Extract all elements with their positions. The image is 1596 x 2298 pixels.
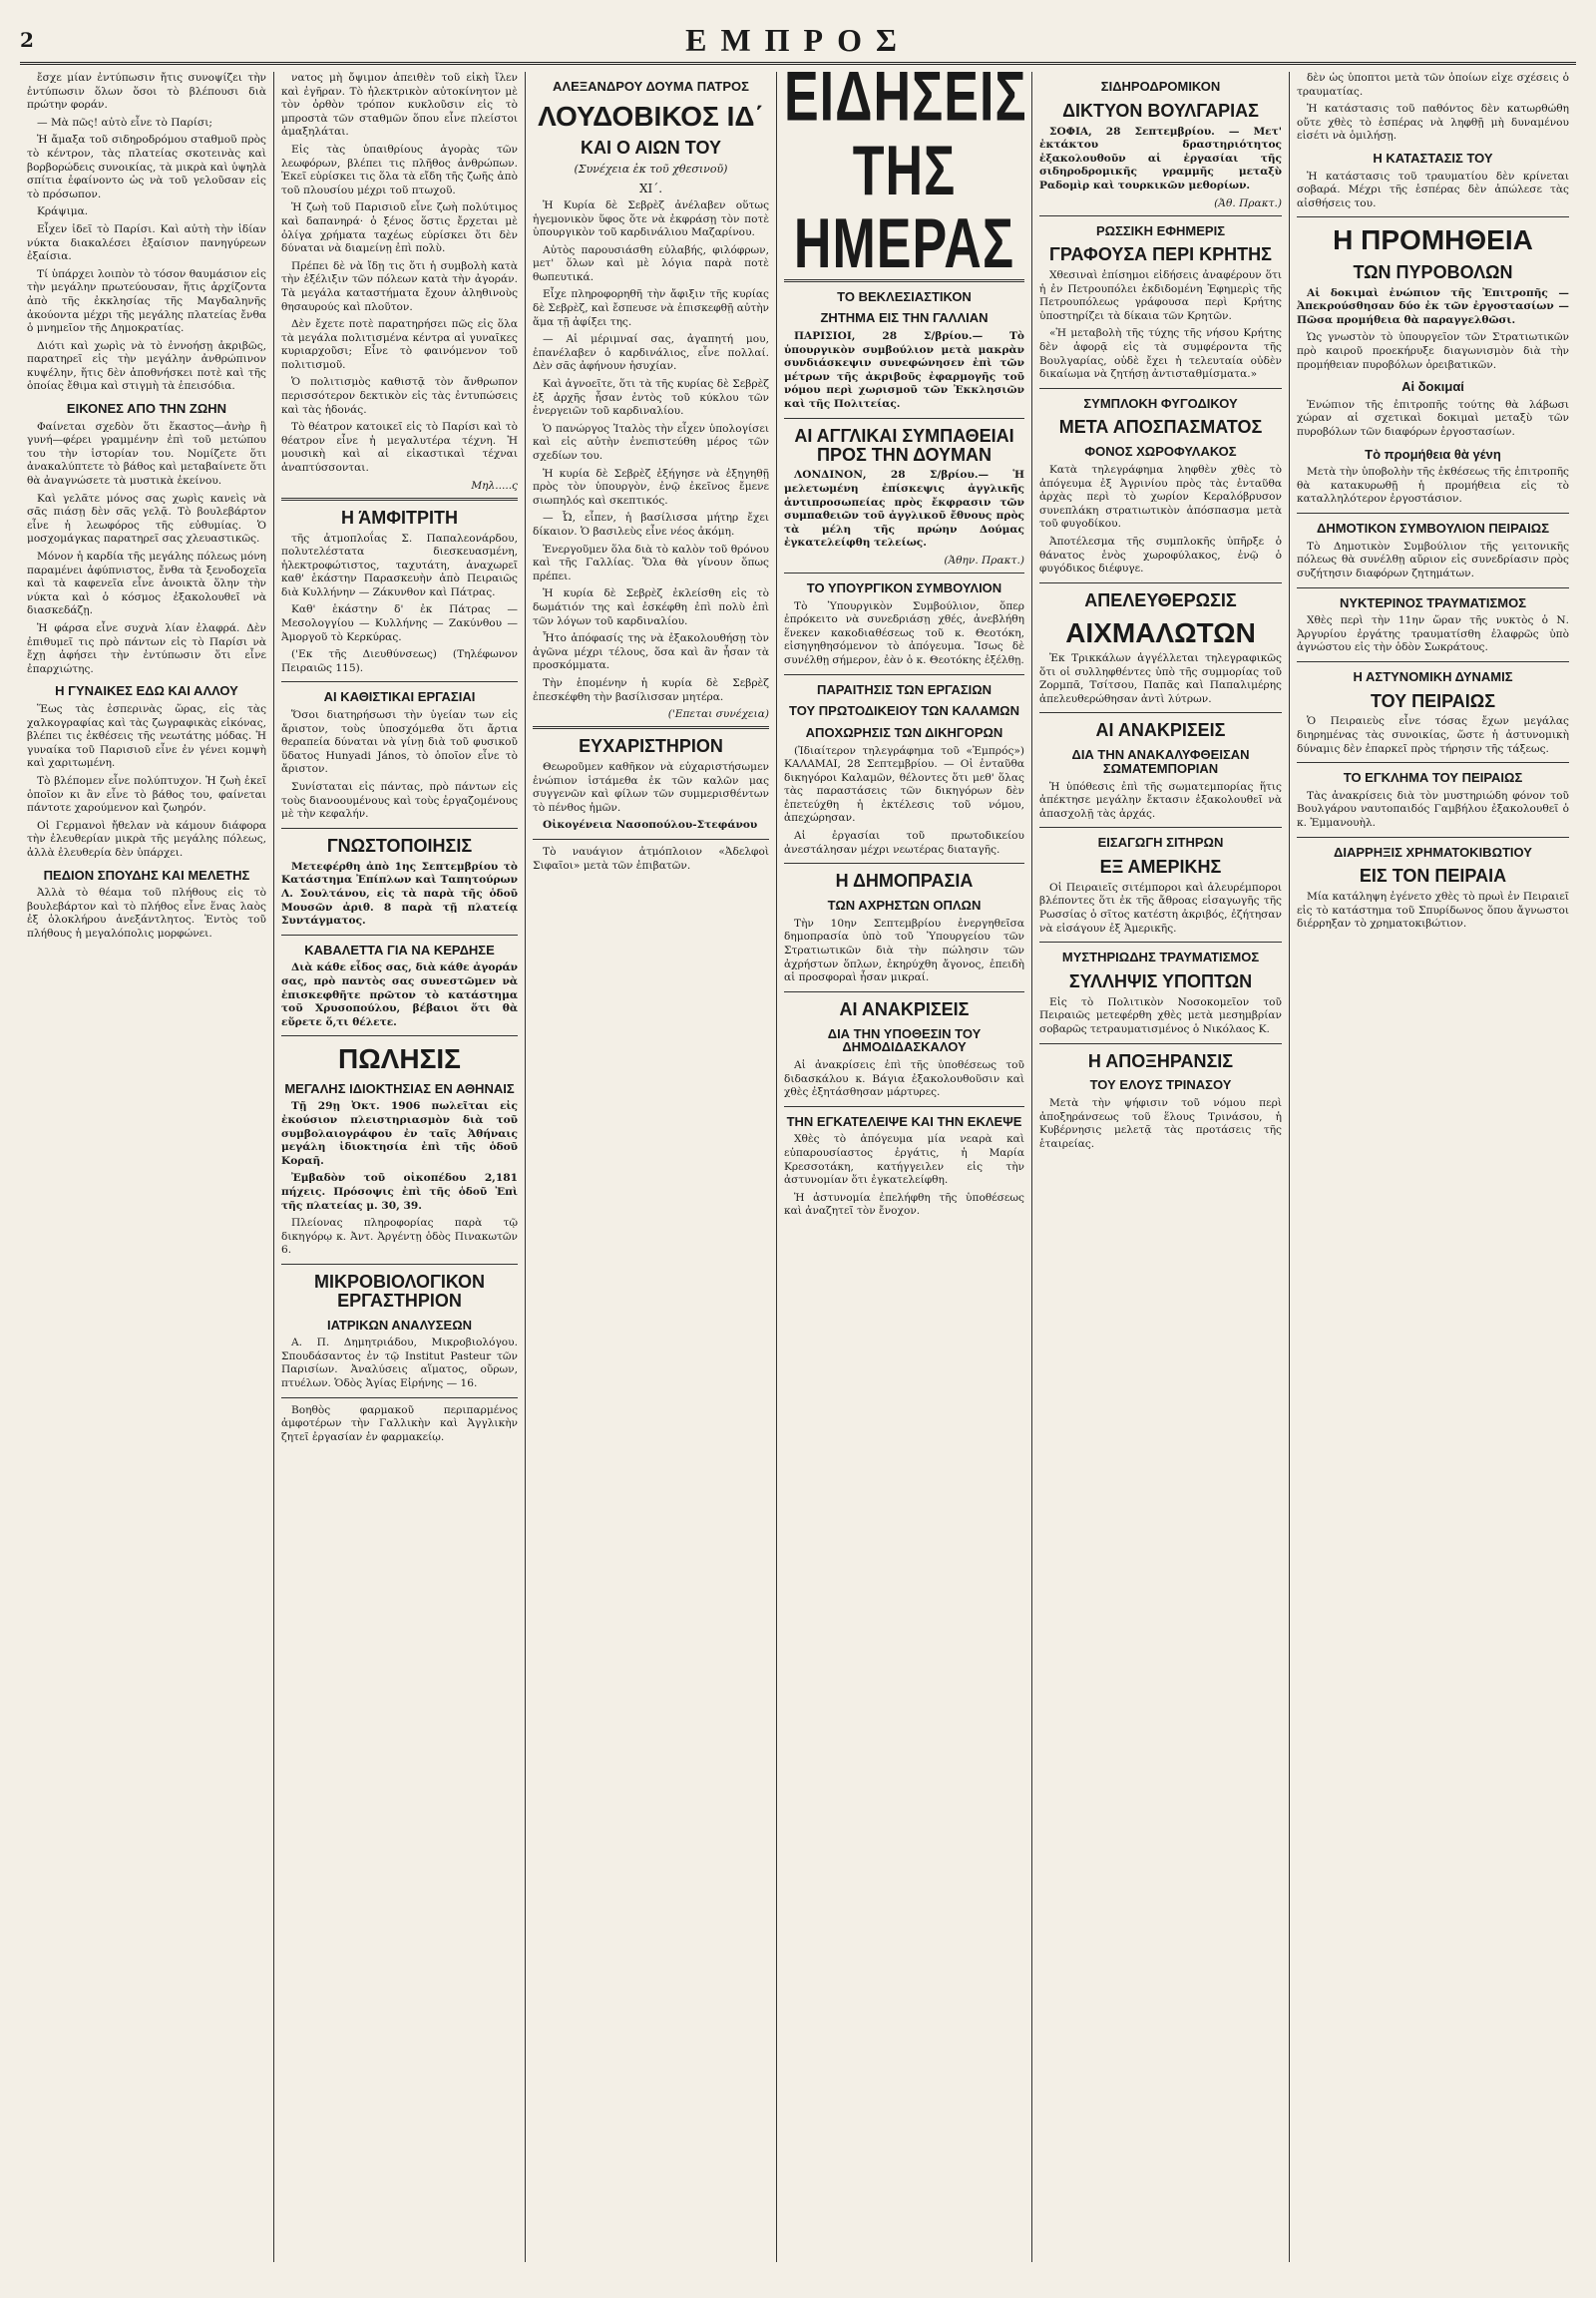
divider [1039, 712, 1282, 713]
article-paragraph: ἔσχε μίαν ἐντύπωσιν ἤτις συνοψίζει τὴν ἐντύπωσιν ὅλων ὅσοι τὸ βλέπουσι διὰ πρώτην φοράν. [27, 72, 266, 112]
divider [281, 1035, 518, 1036]
article-paragraph: Ὁ Πειραιεὺς εἶνε τόσας ἔχων μεγάλας διηρημένας τὰς συνοικίας, ὥστε ἡ ἀστυνομικὴ δύναμις δὲν ἐπαρκεῖ πρὸς τήρησιν τῆς τάξεως. [1297, 715, 1569, 755]
article-paragraph: Χθὲς τὸ ἀπόγευμα μία νεαρὰ καὶ εὐπαρουσίαστος ἐργάτις, ἡ Μαρία Κρεσσοτάκη, κατήγγειλεν εἰς τὴν ἀστυνομίαν ὅτι ἐγκατελείφθη. [784, 1133, 1024, 1187]
article-paragraph: Ἡ ἄμαξα τοῦ σιδηροδρόμου σταθμοῦ πρὸς τὸ κέντρον, τὰς πλατείας σκοτεινὰς καὶ βορβορώδεις συνοικίας, τὰ μικρὰ καὶ ὑψηλὰ σπίτια ἐφαίνοντο ὡς νὰ τοῦ γελοῦσαν εἰς τὸ πρόσωπον. [27, 134, 266, 200]
ad-text: τῆς ἀτμοπλοΐας Σ. Παπαλεονάρδου, πολυτελέστατα διεσκευασμένη, ἡλεκτροφώτιστος, ταχυτάτη, ἀναχωρεῖ καθ' ἑκάστην Παρασκευὴν ἀπὸ Πειραιῶς διὰ Κυλλήνην — Ζάκυνθον καὶ Πάτρας. [281, 532, 518, 598]
section-heading: ΠΑΡΑΙΤΗΣΙΣ ΤΩΝ ΕΡΓΑΣΙΩΝ [816, 681, 993, 697]
ad-heading: ΠΩΛΗΣΙΣ [338, 1043, 461, 1075]
section-subheading: ΜΕΤΑ ΑΠΟΣΠΑΣΜΑΤΟΣ [1058, 417, 1263, 438]
section-heading: ΕΙΣΑΓΩΓΗ ΣΙΤΗΡΩΝ [1097, 835, 1224, 851]
ad-text: Διὰ κάθε εἶδος σας, διὰ κάθε ἀγοράν σας, πρὸ παντὸς σας συνεστῶμεν νὰ ἐπισκεφθῆτε πρῶτον τὸ κατάστημα τοῦ Χρυσοπούλου, βέβαιοι ὅτι θὰ εὕρετε ὅ,τι θέλετε. [281, 961, 518, 1028]
divider [281, 828, 518, 829]
article-paragraph: (Ἰδιαίτερον τηλεγράφημα τοῦ «Ἐμπρός») ΚΑΛΑΜΑΙ, 28 Σεπτεμβρίου. — Οἱ ἐνταῦθα δικηγόροι Καλαμῶν, θέλοντες ὅτι μεθ' ὅλας τὰς παραστάσεις τῶν δικηγόρων δὲν ἐπετεύχθη ἡ ἐκτέλεσις τοῦ νόμου, ἀπεχώρησαν. [784, 744, 1024, 825]
ad-text: Ὅσοι διατηρήσωσι τὴν ὑγείαν των εἰς ἄριστον, τοὺς ὑποσχόμεθα ὅτι ἄρτια θεραπεία δύναται νὰ γίνῃ διὰ τοῦ φυσικοῦ ὕδατος Hunyadi János, τὸ ὁποῖον εἶνε τὸ ἄριστον. [281, 709, 518, 776]
section-subheading: ΕΞ ΑΜΕΡΙΚΗΣ [1099, 856, 1222, 877]
divider [281, 935, 518, 936]
news-source: (Ἀθην. Πρακτ.) [944, 554, 1024, 567]
ad-heading: ΚΑΒΑΛΕΤΤΑ ΓΙΑ ΝΑ ΚΕΡΔΗΣΕ [304, 942, 495, 958]
article-paragraph: Ἡ ἀστυνομία ἐπελήφθη τῆς ὑποθέσεως καὶ ἀναζητεῖ τὸν ἔνοχον. [784, 1191, 1024, 1218]
article-paragraph: Μόνον ἡ καρδία τῆς μεγάλης πόλεως μόνη παραμένει ἀφύπνιστος, ἔνθα τὰ ξενοδοχεῖα καὶ τὰ καφενεῖα εἶνε ἀνοικτὰ ὅλην τὴν νύκτα καὶ ὁ κόσμος ἐξακολουθεῖ νὰ διασκεδάζῃ. [27, 551, 266, 617]
article-paragraph: Πρέπει δὲ νὰ ἴδῃ τις ὅτι ἡ συμβολὴ κατὰ τὴν ἐξέλιξιν τῶν πόλεων κατὰ τὴν ἀγοράν. Τὰ μεγάλα καταστήματα ἔχουν ἀληθινοὺς θησαυρούς καὶ πλοῦτον. [281, 259, 518, 313]
article-paragraph: Οἱ Γερμανοὶ ἤθελαν νὰ κάμουν διάφορα τὴν ἐλευθερίαν μικρὰ τῆς μεγάλης πόλεως, ἀλλὰ ἐλευθερία δὲν ὑπάρχει. [27, 819, 266, 859]
section-heading: ΕΙΚΟΝΕΣ ΑΠΟ ΤΗΝ ΖΩΗΝ [66, 401, 227, 417]
section-subheading: ΑΠΟΧΩΡΗΣΙΣ ΤΩΝ ΔΙΚΗΓΟΡΩΝ [805, 724, 1003, 740]
section-heading: ΣΥΜΠΛΟΚΗ ΦΥΓΟΔΙΚΟΥ [1083, 395, 1238, 411]
article-paragraph: Εἰς τὰς ὑπαιθρίους ἀγορὰς τῶν λεωφόρων, βλέπει τις πλῆθος ἀνθρώπων. Ἐκεῖ εὑρίσκει τις ὅλα τὰ εἴδη τῆς ζωῆς ἀπὸ τοῦ πλουσίου μέχρι τοῦ πτωχοῦ. [281, 143, 518, 196]
section-heading: ΔΗΜΟΤΙΚΟΝ ΣΥΜΒΟΥΛΙΟΝ ΠΕΙΡΑΙΩΣ [1316, 521, 1550, 537]
divider [1039, 1043, 1282, 1044]
section-subheading: ΦΟΝΟΣ ΧΩΡΟΦΥΛΑΚΟΣ [1084, 444, 1237, 460]
article-paragraph: Ὁ πολιτισμὸς καθιστᾷ τὸν ἄνθρωπον περισσότερον δεκτικὸν εἰς τὰς ἐντυπώσεις καὶ τὰς ἡδονάς. [281, 376, 518, 416]
article-paragraph: Ἡ ζωὴ τοῦ Παρισιοῦ εἶνε ζωὴ πολύτιμος καὶ δαπανηρά· ὁ ξένος ὅστις ἔρχεται μὲ ὀλίγα χρήματα ταχέως εὑρίσκει ὅτι δὲν δύναται νὰ διαμείνῃ ἐπὶ πολὺ. [281, 201, 518, 255]
section-heading: ΤΟ ΥΠΟΥΡΓΙΚΟΝ ΣΥΜΒΟΥΛΙΟΝ [806, 579, 1002, 595]
section-subheading: ΣΥΛΛΗΨΙΣ ΥΠΟΠΤΩΝ [1068, 970, 1253, 991]
divider [784, 1106, 1024, 1107]
notice-text: Θεωροῦμεν καθῆκον νὰ εὐχαριστήσωμεν ἐνώπιον ἱστάμεθα ἐκ τῶν καλῶν μας συγγενῶν καὶ φίλων τῶν συμμερισθέντων τὸ πένθος ἡμῶν. [533, 761, 769, 814]
section-heading: Η ΚΑΤΑΣΤΑΣΙΣ ΤΟΥ [1373, 150, 1493, 166]
section-heading: ΤΟ ΕΓΚΛΗΜΑ ΤΟΥ ΠΕΙΡΑΙΩΣ [1343, 770, 1523, 786]
section-heading: Η ΠΡΟΜΗΘΕΙΑ [1333, 224, 1533, 256]
section-heading: ΣΙΔΗΡΟΔΡΟΜΙΚΟΝ [1100, 79, 1221, 94]
article-paragraph: Ὁ πανώργος Ἰταλὸς τὴν εἶχεν ὑπολογίσει καὶ εἰς αὐτὴν ἐνεπιστεύθη μέρος τῶν σχεδίων του. [533, 422, 769, 463]
article-paragraph: Αὐτὸς παρουσιάσθη εὐλαβής, φιλόφρων, μετ' ὅλων καὶ μὲ λόγια παρὰ ποτὲ θωπευτικά. [533, 243, 769, 283]
divider [1039, 582, 1282, 583]
article-paragraph: Ἡ κατάστασις τοῦ τραυματίου δὲν κρίνεται σοβαρά. Μέχρι τῆς ἑσπέρας δὲν ἀπώλεσε τὰς αἰσθήσεις του. [1297, 170, 1569, 209]
article-paragraph: Ἦτο ἀπόφασίς της νὰ ἐξακολουθήσῃ τὸν ἀγῶνα μέχρι τέλους, ὅσα καὶ ἂν ἦσαν τὰ προσκόμματα. [533, 632, 769, 672]
article-paragraph: Τὸ Δημοτικὸν Συμβούλιον τῆς γειτονικῆς πόλεως θὰ συνέλθῃ αὔριον εἰς συνεδρίασιν πρὸς συζήτησιν διαφόρων ζητημάτων. [1297, 540, 1569, 579]
divider [1297, 661, 1569, 662]
section-heading: Η ΓΥΝΑΙΚΕΣ ΕΔΩ ΚΑΙ ΑΛΛΟΥ [55, 683, 238, 699]
section-heading: ΠΕΔΙΟΝ ΣΠΟΥΔΗΣ ΚΑΙ ΜΕΛΕΤΗΣ [43, 867, 250, 883]
section-subheading: Αἱ δοκιμαί [1401, 379, 1464, 395]
ad-text: Συνίσταται εἰς πάντας, πρὸ πάντων εἰς τοὺς διανοουμένους καὶ τοὺς ἐργαζομένους μὲ τὴν κεφαλήν. [281, 781, 518, 821]
article-paragraph: δὲν ὡς ὑποπτοι μετὰ τῶν ὁποίων εἶχε σχέσεις ὁ τραυματίας. [1297, 72, 1569, 98]
divider [281, 1397, 518, 1398]
section-heading: ΑΙ ΑΝΑΚΡΙΣΕΙΣ [1095, 720, 1226, 741]
serial-subtitle: ΚΑΙ Ο ΑΙΩΝ ΤΟΥ [581, 138, 721, 159]
chapter-number: ΧΙ΄. [638, 181, 663, 195]
article-paragraph: Κράψιμα. [37, 205, 89, 218]
section-subheading: ΖΗΤΗΜΑ ΕΙΣ ΤΗΝ ΓΑΛΛΙΑΝ [820, 310, 989, 326]
section-subheading: ΕΙΣ ΤΟΝ ΠΕΙΡΑΙΑ [1359, 866, 1507, 887]
column-4 [777, 72, 1032, 2262]
divider [1297, 837, 1569, 838]
article-paragraph: Τὸ θέατρον κατοικεῖ εἰς τὸ Παρίσι καὶ τὸ θέατρον εἶνε ἡ μεγαλυτέρα τέχνη. Ἡ μουσικὴ καὶ αἱ εἰκαστικαὶ τέχναι ἀναπτύσσονται. [281, 421, 518, 475]
article-paragraph: Ἡ κυρία δὲ Σεβρὲζ ἐκλείσθη εἰς τὸ δωμάτιόν της καὶ ἐσκέφθη ἐπὶ πολὺ ἐπὶ τῶν λόγων τοῦ καρδιναλίου. [533, 587, 769, 627]
article-paragraph: Τὸ Ὑπουργικὸν Συμβούλιον, ὅπερ ἐπρόκειτο νὰ συνεδριάσῃ χθές, ἀνεβλήθη ἕνεκεν κακοδιαθέσεως τοῦ κ. Θεοτόκη, εἰσηγηθησόμενον τὸ ἀπόγευμα. Ἴσως δὲ συνέλθῃ σήμερον, ἐὰν ὁ κ. Θεοτόκης ἐξέλθῃ. [784, 599, 1024, 666]
article-paragraph: νατος μὴ ὄψιμον ἀπειθὲν τοῦ εἰκὴ ἴλεν καὶ ἐγῆραν. Τὸ ἡλεκτρικὸν αὐτοκίνητον μὲ τὸν ὀρθὸν τρόπον κυκλοῦσιν εἰς τὸ μπροστὰ τῶν σταθμῶν ὅπου εἶνε πλείστοι ἀμαξηλάται. [281, 72, 518, 139]
notice-heading: ΕΥΧΑΡΙΣΤΗΡΙΟΝ [579, 736, 723, 757]
divider [1297, 587, 1569, 588]
section-heading: ΔΙΑΡΡΗΞΙΣ ΧΡΗΜΑΤΟΚΙΒΩΤΙΟΥ [1334, 844, 1532, 860]
section-subheading: ΔΙΑ ΤΗΝ ΑΝΑΚΑΛΥΦΘΕΙΣΑΝ ΣΩΜΑΤΕΜΠΟΡΙΑΝ [1071, 747, 1250, 776]
section-subheading: ΔΙΑ ΤΗΝ ΥΠΟΘΕΣΙΝ ΤΟΥ ΔΗΜΟΔΙΔΑΣΚΑΛΟΥ [827, 1025, 982, 1055]
article-paragraph: Αἱ ἐργασίαι τοῦ πρωτοδικείου ἀνεστάλησαν μέχρι νεωτέρας διαταγῆς. [784, 830, 1024, 856]
divider [1297, 762, 1569, 763]
article-paragraph: Κατὰ τηλεγράφημα ληφθὲν χθὲς τὸ ἀπόγευμα ἐξ Ἀγρινίου πρὸς τὰς ἐνταῦθα ἀρχὰς περὶ τὸ χωρίον Κεραλόβρυσον συνεπλάκη στρατιωτικὸν ἀπόσπασμα μετὰ τοῦ φυγοδίκου. [1039, 463, 1282, 531]
article-paragraph: Ἀποτέλεσμα τῆς συμπλοκῆς ὑπῆρξε ὁ θάνατος ἑνὸς χωροφύλακος, ἐνῷ ὁ φυγόδικος διέφυγε. [1039, 535, 1282, 575]
article-paragraph: Μετὰ τὴν ὑποβολὴν τῆς ἐκθέσεως τῆς ἐπιτροπῆς θὰ κατακυρωθῇ ἡ προμήθεια εἰς τὸ καταλληλότερον ἐργοστάσιον. [1297, 466, 1569, 506]
ad-text: Βοηθὸς φαρμακοῦ περιπαρμένος ἀμφοτέρων τὴν Γαλλικὴν καὶ Ἀγγλικὴν ζητεῖ ἐργασίαν ἐν φαρμακείῳ. [281, 1403, 518, 1443]
divider [281, 1264, 518, 1265]
ad-subheading: ΜΕΓΑΛΗΣ ΙΔΙΟΚΤΗΣΙΑΣ ΕΝ ΑΘΗΝΑΙΣ [284, 1080, 515, 1096]
divider [281, 498, 518, 501]
ad-heading: ΜΙΚΡΟΒΙΟΛΟΓΙΚΟΝ ΕΡΓΑΣΤΗΡΙΟΝ [313, 1271, 486, 1311]
ad-text: ('Εκ τῆς Διευθύνσεως) (Τηλέφωνον Πειραιῶς 115). [281, 648, 518, 674]
article-paragraph: «Ἡ μεταβολὴ τῆς τύχης τῆς νήσου Κρήτης δὲν ἀφορᾷ εἰς τὰ συμφέροντα τῆς Βουλγαρίας, οὐδὲ ἔχει ἡ τελευταία οὐδὲν δικαίωμα νὰ ζητήσῃ ἀντισταθμίσματα.» [1039, 327, 1282, 381]
article-paragraph: Μία κατάληψη ἐγένετο χθὲς τὸ πρωὶ ἐν Πειραιεῖ εἰς τὸ κατάστημα τοῦ Σπυρίδωνος ὅπου ἄγνωστοι διέρρηξαν τὸ χρηματοκιβώτιον. [1297, 891, 1569, 931]
news-source: (Ἀθ. Πρακτ.) [1214, 196, 1282, 209]
article-paragraph: Ἡ φάρσα εἶνε συχνὰ λίαν ἐλαφρά. Δὲν ἐπιθυμεῖ τις πρὸ πάντων εἰς τὸ Παρίσι νὰ ἔχῃ ἀφήσει τὴν ἐντύπωσιν ὅτι εἶνε ἐπαρχιώτης. [27, 622, 266, 675]
article-paragraph: Εἰς τὸ Πολιτικὸν Νοσοκομεῖον τοῦ Πειραιῶς μετεφέρθη χθὲς μετὰ μεσημβρίαν σοβαρῶς τετραυματισμένος ὁ Νικόλαος Κ. [1039, 995, 1282, 1035]
section-subheading: Τὸ προμήθεια θὰ γένη [1365, 446, 1501, 462]
ad-heading: ΑΙ ΚΑΘΙΣΤΙΚΑΙ ΕΡΓΑΣΙΑΙ [323, 689, 476, 705]
divider [784, 863, 1024, 864]
divider [784, 991, 1024, 992]
serial-continuation-note: (Συνέχεια ἐκ τοῦ χθεσινοῦ) [574, 162, 728, 176]
article-paragraph: Εἶχεν ἰδεῖ τὸ Παρίσι. Καὶ αὐτὴ τὴν ἰδίαν νύκτα διακαλέσει ἐξαίσιον πανηγύρεων ἐξαίσια. [27, 222, 266, 263]
section-heading: ΑΙ ΑΓΓΛΙΚΑΙ ΣΥΜΠΑΘΕΙΑΙ ΠΡΟΣ ΤΗΝ ΔΟΥΜΑΝ [794, 425, 1014, 465]
serial-title: ΛΟΥΔΟΒΙΚΟΣ ΙΔ΄ [538, 100, 764, 132]
section-subheading: ΤΩΝ ΠΥΡΟΒΟΛΩΝ [1353, 261, 1513, 282]
divider [1039, 388, 1282, 389]
divider [533, 839, 769, 840]
newspaper-title: ΕΜΠΡΟΣ [685, 21, 911, 58]
divider [281, 681, 518, 682]
divider [784, 418, 1024, 419]
column-2 [274, 72, 526, 2262]
continuation-note: ('Επεται συνέχεια) [667, 708, 769, 721]
article-paragraph: Μετὰ τὴν ψήφισιν τοῦ νόμου περὶ ἀποξηράνσεως τοῦ ἕλους Τρινάσου, ἡ Κυβέρνησις μελετᾷ τὰς προτάσεις τῆς ἑταιρείας. [1039, 1097, 1282, 1150]
section-heading: ΑΙ ΑΝΑΚΡΙΣΕΙΣ [839, 998, 970, 1019]
ad-text: Τῇ 29ῃ Ὀκτ. 1906 πωλεῖται εἰς ἐκούσιον πλειστηριασμὸν διὰ τοῦ συμβολαιογράφου ἐν ταῖς Ἀθήναις μεγάλη ἰδιοκτησία ἐπὶ τῆς ὁδοῦ Κοραῆ. [281, 1100, 518, 1167]
article-paragraph: ΠΑΡΙΣΙΟΙ, 28 Σ/βρίου.— Τὸ ὑπουργικὸν συμβούλιον μετὰ μακρὰν συνδιάσκεψιν συνεφώνησεν ἐπὶ τῶν μέτρων τῆς ἀκριβοῦς ἐφαρμογῆς τοῦ νόμου περὶ χωρισμοῦ τῶν Ἐκκλησιῶν καὶ τῆς Πολιτείας. [784, 330, 1024, 411]
section-heading: ΡΩΣΣΙΚΗ ΕΦΗΜΕΡΙΣ [1095, 222, 1225, 238]
article-paragraph: Ἐκ Τρικκάλων ἀγγέλλεται τηλεγραφικῶς ὅτι οἱ συλληφθέντες ὑπὸ τῆς συμμορίας τοῦ Ζορμπᾶ, Τσίτσου, Παπᾶς καὶ Παπαλιμέρης ἀπελευθερώθησαν ἀντὶ λύτρων. [1039, 651, 1282, 705]
masthead [20, 18, 1576, 65]
article-paragraph: Ἕως τὰς ἑσπερινὰς ὥρας, εἰς τὰς χαλκογραφίας καὶ τὰς ζωγραφικὰς εἰκόνας, βλέπει τις ἐκθέσεις τῆς νεωτάτης μόδας. Ἡ γυναίκα τοῦ Παρισιοῦ εἶνε ἐν γένει κομψὴ καὶ χαριτωμένη. [27, 703, 266, 770]
section-heading: ΤΟ ΒΕΚΛΕΣΙΑΣΤΙΚΟΝ [837, 288, 972, 304]
divider [1297, 216, 1569, 217]
column-6 [1290, 72, 1576, 2262]
article-paragraph: Ἀλλὰ τὸ θέαμα τοῦ πλήθους εἰς τὸ βουλεβάρτον καὶ τὸ πλήθος εἶνε ἕνας λαὸς ἐξ ὁλοκλήρου ἀνεξάντλητος. Ἐντὸς τοῦ πλήθους ἡ μεγαλόπολις μορφώνει. [27, 887, 266, 940]
article-paragraph: Αἱ δοκιμαὶ ἐνώπιον τῆς Ἐπιτροπῆς — Ἀπεκρούσθησαν δύο ἐκ τῶν ἐργοστασίων — Πῶσα προμήθεια θὰ παραγγελθῶσι. [1297, 286, 1569, 326]
article-paragraph: Ἐνεργοῦμεν ὅλα διὰ τὸ καλὸν τοῦ θρόνου καὶ τῆς Γαλλίας. Ὅλα θὰ γίνουν ὅπως πρέπει. [533, 543, 769, 582]
section-heading: Η ΑΠΟΞΗΡΑΝΣΙΣ [1087, 1050, 1234, 1071]
divider [1039, 827, 1282, 828]
article-paragraph: Ἡ Κυρία δὲ Σεβρὲζ ἀνέλαβεν οὕτως ἡγεμονικὸν ὕφος ὅτε νὰ ἐκφράσῃ τὸν ποτὲ ὑπουργικὸν τοῦ καρδινάλιου Μαζαρίνου. [533, 198, 769, 239]
ad-heading: Η ΆΜΦΙΤΡΙΤΗ [340, 507, 459, 528]
section-heading: ΜΥΣΤΗΡΙΩΔΗΣ ΤΡΑΥΜΑΤΙΣΜΟΣ [1061, 950, 1260, 965]
article-paragraph: Ἐνώπιον τῆς ἐπιτροπῆς τούτης θὰ λάβωσι χώραν αἱ σχετικαὶ δοκιμαὶ μεταξὺ τῶν πυροβόλων τῶν διαφόρων ἐργοστασίων. [1297, 398, 1569, 439]
column-5 [1032, 72, 1290, 2262]
divider [1297, 513, 1569, 514]
ad-subheading: ΙΑΤΡΙΚΩΝ ΑΝΑΛΥΣΕΩΝ [326, 1317, 473, 1333]
section-subheading: ΤΟΥ ΠΡΩΤΟΔΙΚΕΙΟΥ ΤΩΝ ΚΑΛΑΜΩΝ [789, 703, 1019, 719]
article-paragraph: Οἱ Πειραιεῖς σιτέμποροι καὶ ἀλευρέμποροι βλέποντες ὅτι ἐκ τῆς ἄθροας εἰσαγωγῆς τῆς Ρωσσίας ὁ σῖτος κατέστη ἀκριβός, ἐζήτησαν νὰ εἰσάγουν ἐξ Ἀμερικῆς. [1039, 881, 1282, 935]
section-heading: Η ΔΗΜΟΠΡΑΣΙΑ [835, 871, 974, 892]
page-number: 2 [20, 28, 34, 52]
section-heading: ΝΥΚΤΕΡΙΝΟΣ ΤΡΑΥΜΑΤΙΣΜΟΣ [1339, 594, 1526, 610]
article-paragraph: Ὡς γνωστὸν τὸ ὑπουργεῖον τῶν Στρατιωτικῶν πρὸ καιροῦ προεκήρυξε διαγωνισμὸν διὰ τὴν προμήθειαν πυροβόλων ὀρειβατικῶν. [1297, 331, 1569, 371]
article-paragraph: Διότι καὶ χωρὶς νὰ τὸ ἐννοήσῃ ἀκριβῶς, παρατηρεῖ εἰς τὴν μεγάλην ἀνθρώπινον κυψέλην, ἥτις δὲν ἀποθνήσκει ποτὲ καὶ τῆς ὁποίας ἔθιμα καὶ στιγμὴ τὰ ἐπεισόδια. [27, 339, 266, 393]
notice-signature: Οἰκογένεια Νασοπούλου-Στεφάνου [543, 819, 758, 832]
ad-text: Α. Π. Δημητριάδου, Μικροβιολόγου. Σπουδάσαντος ἐν τῷ Institut Pasteur τῶν Παρισίων. Ἀναλύσεις αἵματος, οὔρων, πτυέλων. Ὁδὸς Ἁγίας Εἰρήνης — 16. [281, 1337, 518, 1390]
section-subheading: ΤΩΝ ΑΧΡΗΣΤΩΝ ΟΠΛΩΝ [827, 898, 982, 914]
divider [1039, 215, 1282, 216]
article-paragraph: Τὸ βλέπομεν εἶνε πολύπτυχον. Ἡ ζωὴ ἐκεῖ ὁποῖον κι ἂν εἶνε τὸ βάθος του, φαίνεται πάντοτε χαρούμενον καὶ ζωηρόν. [27, 775, 266, 815]
ad-text: Ἐμβαδὸν τοῦ οἰκοπέδου 2,181 πήχεις. Πρόσοψις ἐπὶ τῆς ὁδοῦ Ἐπὶ τῆς πλατείας μ. 30, 39. [281, 1172, 518, 1212]
column-3 [526, 72, 777, 2262]
article-paragraph: Τὴν 10ην Σεπτεμβρίου ἐνεργηθεῖσα δημοπρασία ὑπὸ τοῦ Ὑπουργείου τῶν Στρατιωτικῶν διὰ τὴν πώλησιν τῶν ἀχρήστων ὅπλων, ἐκηρύχθη ἄγονος, ἐπειδὴ αἱ προσφοραὶ ἦσαν μικραί. [784, 917, 1024, 984]
article-paragraph: — Ὦ, εἶπεν, ἡ βασίλισσα μήτηρ ἔχει δίκαιον. Ὁ βασιλεὺς εἶνε νέος ἀκόμη. [533, 512, 769, 538]
news-banner: ΕΙΔΗΣΕΙΣ ΤΗΣ ΗΜΕΡΑΣ [784, 72, 1027, 284]
article-paragraph: ΣΟΦΙΑ, 28 Σεπτεμβρίου. — Μετ' ἐκτάκτου δραστηριότητος ἐξακολουθοῦν αἱ ἐργασίαι τῆς σιδηροδρομικῆς γραμμῆς μεταξὺ Ραδομὶρ καὶ τουρκικῶν μεθορίων. [1039, 125, 1282, 192]
article-paragraph: Ἡ κατάστασις τοῦ παθόντος δὲν κατωρθώθη οὔτε χθὲς τὸ ἑσπέρας νὰ ληφθῇ μὴ δυναμένου εἰσέτι νὰ ὁμιλήσῃ. [1297, 103, 1569, 143]
divider [784, 573, 1024, 574]
article-paragraph: Τί ὑπάρχει λοιπὸν τὸ τόσον θαυμάσιον εἰς τὴν μεγάλην πρωτεύουσαν, ἥτις ἀρχίζοντα ἀπὸ τῆς ἐκκλησίας τῆς Μαγδαληνῆς ἀκούοντα μέχρι τῆς μεγάλης πλατείας ἔνθα ὁ μνημεῖον τῆς Δημοκρατίας. [27, 267, 266, 335]
article-paragraph: Χθὲς περὶ τὴν 11ην ὥραν τῆς νυκτὸς ὁ Ν. Ἀργυρίου ἐργάτης τραυματίσθη ἐλαφρῶς ὑπὸ ἀγνώστου εἰς τὴν ὁδὸν Σωκράτους. [1297, 614, 1569, 654]
ad-heading: ΓΝΩΣΤΟΠΟΙΗΣΙΣ [326, 835, 473, 856]
section-heading: ΤΗΝ ΕΓΚΑΤΕΛΕΙΨΕ ΚΑΙ ΤΗΝ ΕΚΛΕΨΕ [786, 1113, 1022, 1129]
ad-text: Πλείονας πληροφορίας παρὰ τῷ δικηγόρῳ κ. Ἀντ. Ἀργέντῃ ὁδὸς Πινακωτῶν 6. [281, 1217, 518, 1257]
section-heading: Η ΑΣΤΥΝΟΜΙΚΗ ΔΥΝΑΜΙΣ [1353, 668, 1513, 684]
article-paragraph: Καὶ ἀγνοεῖτε, ὅτι τὰ τῆς κυρίας δὲ Σεβρὲζ ἐξ ἀρχῆς ἦσαν ἐντὸς τοῦ κύκλου τῶν ἐνεργειῶν τοῦ καρδιναλίου. [533, 378, 769, 418]
article-paragraph: Καὶ γελᾶτε μόνος σας χωρὶς κανεὶς νὰ σᾶς πιάσῃ δὲν σᾶς γελᾷ. Τὸ βουλεβάρτον εἶνε ἡ λεωφόρος τῆς εὐθυμίας. Ὁ μοσχομάγκας παρατηρεῖ σας χλευαστικῶς. [27, 492, 266, 546]
section-subheading: ΤΟΥ ΕΛΟΥΣ ΤΡΙΝΑΣΟΥ [1089, 1077, 1232, 1093]
section-heading: ΑΠΕΛΕΥΘΕΡΩΣΙΣ [1084, 589, 1237, 610]
article-paragraph: Αἱ ἀνακρίσεις ἐπὶ τῆς ὑποθέσεως τοῦ διδασκάλου κ. Βάγια ἐξακολουθοῦσιν καὶ χθὲς ἐξητάσθησαν μάρτυρες. [784, 1058, 1024, 1099]
column-1 [20, 72, 274, 2262]
article-paragraph: Φαίνεται σχεδὸν ὅτι ἕκαστος—ἀνὴρ ἢ γυνή—φέρει γραμμένην ἐπὶ τοῦ μετώπου του τὴν ἱστορίαν του. Νομίζετε ὅτι ἀνακαλύπτετε τὸ βάθος καὶ μεταβαίνετε ὅτι θὰ ἀναγνώσετε τὰ μυστικὰ ἐκείνου. [27, 420, 266, 488]
section-subheading: ΓΡΑΦΟΥΣΑ ΠΕΡΙ ΚΡΗΤΗΣ [1049, 244, 1272, 265]
section-subheading: ΤΟΥ ΠΕΙΡΑΙΩΣ [1370, 690, 1496, 711]
article-paragraph: ΛΟΝΔΙΝΟΝ, 28 Σ/βρίου.— Ἡ μελετωμένη ἐπίσκεψις ἀγγλικῆς ἀντιπροσωπείας πρὸς ἔκφρασιν τῶν συμπαθειῶν τοῦ ἀγγλικοῦ ἔθνους πρὸς τὰ μέλη τῆς πρώην Δούμας ἐγκατελείφθη τελείως. [784, 469, 1024, 550]
article-paragraph: — Μὰ πῶς! αὐτὸ εἶνε τὸ Παρίσι; [37, 116, 212, 129]
article-paragraph: Ἡ ὑπόθεσις ἐπὶ τῆς σωματεμπορίας ἥτις ἀπέκτησε μεγάλην ἔκτασιν ἐξακολουθεῖ νὰ ἀπασχολῇ τὰς ἀρχάς. [1039, 780, 1282, 820]
newspaper-page [20, 18, 1576, 2262]
divider [1039, 942, 1282, 943]
article-paragraph: Δὲν ἔχετε ποτὲ παρατηρήσει πῶς εἰς ὅλα τὰ μεγάλα πολιτισμένα κέντρα αἱ γυναῖκες κυριαρχοῦσι; Εἶνε τὸ φαινόμενον τοῦ πολιτισμοῦ. [281, 318, 518, 371]
article-paragraph: Τὰς ἀνακρίσεις διὰ τὸν μυστηριώδη φόνον τοῦ Βουλγάρου ναυτοπαιδός Γαμβήλου ἐξακολουθεῖ ὁ κ. Ἐμμανουὴλ. [1297, 789, 1569, 830]
serial-byline: ΑΛΕΞΑΝΔΡΟΥ ΔΟΥΜΑ ΠΑΤΡΟΣ [553, 79, 749, 94]
article-paragraph: Χθεσιναὶ ἐπίσημοι εἰδήσεις ἀναφέρουν ὅτι ἡ ἐν Πετρουπόλει ἐκδιδομένη Ἐφημερὶς τῆς Πετρουπόλεως γράφουσα περὶ Κρήτης ὑποστηρίζει τὰ δίκαια τῶν Κρητῶν. [1039, 269, 1282, 322]
author-signature: Μηλ.....ς [471, 479, 518, 492]
article-paragraph: Τὴν ἑπομένην ἡ κυρία δὲ Σεβρὲζ ἐπεσκέφθη τὴν βασίλισσαν μητέρα. [533, 676, 769, 703]
ad-text: Καθ' ἑκάστην δ' ἐκ Πάτρας — Μεσολογγίου — Κυλλήνης — Ζακύνθου — Ἀμοργοῦ τὸ Κερκύρας. [281, 603, 518, 643]
divider [533, 726, 769, 729]
divider [784, 674, 1024, 675]
section-subheading: ΑΙΧΜΑΛΩΤΩΝ [1065, 616, 1256, 648]
article-paragraph: Εἶχε πληροφορηθῆ τὴν ἄφιξιν τῆς κυρίας δὲ Σεβρὲζ, καὶ ἔσπευσε νὰ ἐπισκεφθῇ αὐτὴν ἅμα τῇ ἀφίξει της. [533, 288, 769, 328]
notice-text: Τὸ ναυάγιον ἀτμόπλοιον «Ἀδελφοὶ Σιφαῖοι» μετὰ τῶν ἐπιβατῶν. [533, 845, 769, 872]
article-paragraph: Ἡ κυρία δὲ Σεβρὲζ ἐξήγησε νὰ ἐξηγηθῇ πρὸς τὸν ὑπουργὸν, ἐνῷ ἐκεῖνος ἔμενε σιωπηλός καὶ σκεπτικός. [533, 467, 769, 507]
section-subheading: ΔΙΚΤΥΟΝ ΒΟΥΛΓΑΡΙΑΣ [1062, 100, 1259, 121]
ad-text: Μετεφέρθη ἀπὸ 1ης Σεπτεμβρίου τὸ Κατάστημα Ἐπίπλων καὶ Ταπητούρων Λ. Σουλτάνου, εἰς τὰ παρὰ τῆς ὁδοῦ Μουσῶν ἀριθ. 8 παρὰ τῇ πλατείᾳ Συντάγματος. [281, 860, 518, 928]
article-paragraph: — Αἱ μέριμναί σας, ἀγαπητή μου, ἐπανέλαβεν ὁ καρδινάλιος, εἶνε πολλαί. Δὲν σᾶς ἀφήνουν ἡσυχίαν. [533, 333, 769, 373]
columns [20, 72, 1576, 2262]
